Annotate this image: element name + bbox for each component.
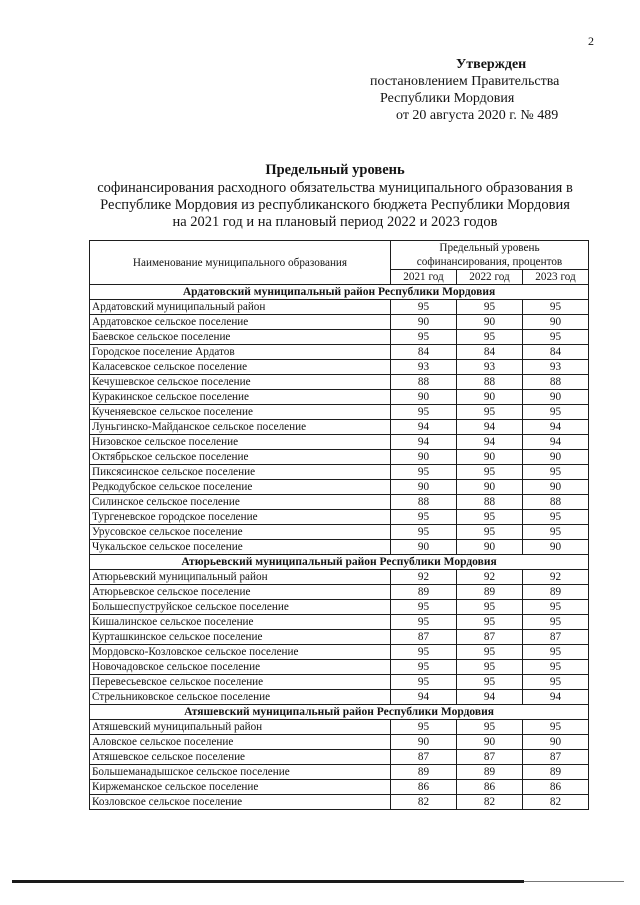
municipality-name: Атюрьевское сельское поселение: [90, 585, 391, 600]
municipality-name: Большеспуструйское сельское поселение: [90, 600, 391, 615]
level-2023: 95: [523, 300, 589, 315]
level-2022: 93: [457, 360, 523, 375]
table-row: [90, 435, 589, 450]
level-2022: 90: [457, 450, 523, 465]
level-2021: 90: [391, 450, 457, 465]
municipality-name: Атюрьевский муниципальный район: [90, 570, 391, 585]
level-2022: 89: [457, 585, 523, 600]
level-2022: 90: [457, 735, 523, 750]
table-row: [90, 585, 589, 600]
table-row: [90, 360, 589, 375]
level-2021: 86: [391, 780, 457, 795]
table-row: [90, 480, 589, 495]
level-2022: 95: [457, 660, 523, 675]
table-row: [90, 660, 589, 675]
table-row: [90, 300, 589, 315]
header-name: Наименование муниципального образования: [90, 241, 391, 285]
municipality-name: Атяшевское сельское поселение: [90, 750, 391, 765]
district-name: Атяшевский муниципальный район Республики Мордовия: [90, 705, 589, 720]
level-2022: 95: [457, 330, 523, 345]
table-row: [90, 315, 589, 330]
level-2023: 88: [523, 495, 589, 510]
municipality-name: Кишалинское сельское поселение: [90, 615, 391, 630]
scan-edge-line: [524, 881, 624, 882]
level-2023: 94: [523, 420, 589, 435]
district-header-row: [90, 555, 589, 570]
header-year-2022: 2022 год: [457, 270, 523, 285]
table-row: [90, 600, 589, 615]
level-2021: 89: [391, 585, 457, 600]
title-main: Предельный уровень: [265, 162, 405, 178]
level-2023: 95: [523, 615, 589, 630]
district-header-row: [90, 705, 589, 720]
district-header-row: [90, 285, 589, 300]
approval-heading: Утвержден: [456, 57, 527, 72]
table-row: [90, 570, 589, 585]
document-title: [70, 162, 600, 231]
page-number: 2: [588, 34, 594, 48]
approval-line-3: от 20 августа 2020 г. № 489: [396, 108, 559, 123]
level-2022: 90: [457, 480, 523, 495]
municipality-name: Кечушевское сельское поселение: [90, 375, 391, 390]
level-2023: 94: [523, 690, 589, 705]
level-2023: 95: [523, 525, 589, 540]
level-2023: 95: [523, 405, 589, 420]
table-row: [90, 540, 589, 555]
municipality-name: Новочадовское сельское поселение: [90, 660, 391, 675]
table-row: [90, 525, 589, 540]
table-row: [90, 750, 589, 765]
level-2023: 90: [523, 450, 589, 465]
municipality-name: Атяшевский муниципальный район: [90, 720, 391, 735]
cofinancing-table: [89, 240, 589, 810]
level-2021: 95: [391, 330, 457, 345]
level-2021: 87: [391, 750, 457, 765]
table-row: [90, 450, 589, 465]
level-2022: 87: [457, 750, 523, 765]
level-2023: 82: [523, 795, 589, 810]
level-2021: 84: [391, 345, 457, 360]
level-2023: 94: [523, 435, 589, 450]
municipality-name: Мордовско-Козловское сельское поселение: [90, 645, 391, 660]
level-2023: 90: [523, 315, 589, 330]
table-row: [90, 405, 589, 420]
level-2021: 95: [391, 675, 457, 690]
level-2022: 95: [457, 510, 523, 525]
level-2023: 95: [523, 465, 589, 480]
level-2021: 95: [391, 465, 457, 480]
level-2021: 90: [391, 390, 457, 405]
level-2021: 90: [391, 735, 457, 750]
municipality-name: Низовское сельское поселение: [90, 435, 391, 450]
level-2023: 88: [523, 375, 589, 390]
level-2021: 93: [391, 360, 457, 375]
level-2022: 86: [457, 780, 523, 795]
level-2021: 90: [391, 480, 457, 495]
level-2023: 95: [523, 600, 589, 615]
approval-line-1: постановлением Правительства: [370, 74, 560, 89]
level-2022: 95: [457, 645, 523, 660]
table-row: [90, 735, 589, 750]
level-2022: 94: [457, 435, 523, 450]
approval-block: [340, 56, 600, 124]
level-2022: 95: [457, 525, 523, 540]
level-2023: 95: [523, 510, 589, 525]
table-row: [90, 345, 589, 360]
municipality-name: Куракинское сельское поселение: [90, 390, 391, 405]
level-2022: 89: [457, 765, 523, 780]
table-body: [90, 285, 589, 810]
municipality-name: Перевесьевское сельское поселение: [90, 675, 391, 690]
level-2023: 87: [523, 630, 589, 645]
table-row: [90, 510, 589, 525]
municipality-name: Каласевское сельское поселение: [90, 360, 391, 375]
level-2021: 94: [391, 420, 457, 435]
title-line-3: на 2021 год и на плановый период 2022 и 2023 годов: [172, 214, 498, 230]
table-row: [90, 645, 589, 660]
table-row: [90, 690, 589, 705]
level-2021: 95: [391, 645, 457, 660]
municipality-name: Пиксясинское сельское поселение: [90, 465, 391, 480]
level-2023: 90: [523, 480, 589, 495]
municipality-name: Кученяевское сельское поселение: [90, 405, 391, 420]
level-2022: 94: [457, 420, 523, 435]
level-2022: 95: [457, 405, 523, 420]
table-header-row: [90, 241, 589, 270]
level-2021: 89: [391, 765, 457, 780]
level-2022: 95: [457, 600, 523, 615]
level-2023: 95: [523, 645, 589, 660]
level-2021: 94: [391, 690, 457, 705]
level-2021: 88: [391, 375, 457, 390]
level-2022: 90: [457, 315, 523, 330]
header-year-2023: 2023 год: [523, 270, 589, 285]
level-2022: 95: [457, 465, 523, 480]
table-row: [90, 765, 589, 780]
level-2022: 82: [457, 795, 523, 810]
municipality-name: Редкодубское сельское поселение: [90, 480, 391, 495]
municipality-name: Городское поселение Ардатов: [90, 345, 391, 360]
level-2022: 95: [457, 300, 523, 315]
level-2022: 90: [457, 540, 523, 555]
municipality-name: Тургеневское городское поселение: [90, 510, 391, 525]
level-2021: 95: [391, 510, 457, 525]
table-row: [90, 720, 589, 735]
level-2021: 82: [391, 795, 457, 810]
municipality-name: Чукальское сельское поселение: [90, 540, 391, 555]
level-2023: 87: [523, 750, 589, 765]
level-2022: 95: [457, 615, 523, 630]
level-2021: 95: [391, 600, 457, 615]
level-2022: 94: [457, 690, 523, 705]
level-2021: 87: [391, 630, 457, 645]
municipality-name: Баевское сельское поселение: [90, 330, 391, 345]
municipality-name: Курташкинское сельское поселение: [90, 630, 391, 645]
level-2021: 88: [391, 495, 457, 510]
table-row: [90, 495, 589, 510]
level-2021: 95: [391, 300, 457, 315]
level-2021: 95: [391, 525, 457, 540]
table-row: [90, 615, 589, 630]
municipality-name: Ардатовский муниципальный район: [90, 300, 391, 315]
municipality-name: Октябрьское сельское поселение: [90, 450, 391, 465]
municipality-name: Луньгинско-Майданское сельское поселение: [90, 420, 391, 435]
level-2022: 88: [457, 375, 523, 390]
municipality-name: Урусовское сельское поселение: [90, 525, 391, 540]
level-2023: 92: [523, 570, 589, 585]
level-2022: 88: [457, 495, 523, 510]
municipality-name: Козловское сельское поселение: [90, 795, 391, 810]
level-2022: 90: [457, 390, 523, 405]
table-row: [90, 465, 589, 480]
approval-line-2: Республики Мордовия: [380, 91, 515, 106]
municipality-name: Большеманадышское сельское поселение: [90, 765, 391, 780]
level-2023: 93: [523, 360, 589, 375]
table-row: [90, 330, 589, 345]
level-2022: 95: [457, 675, 523, 690]
table-row: [90, 390, 589, 405]
level-2021: 94: [391, 435, 457, 450]
level-2021: 95: [391, 615, 457, 630]
district-name: Ардатовский муниципальный район Республики Мордовия: [90, 285, 589, 300]
level-2021: 95: [391, 720, 457, 735]
table-row: [90, 675, 589, 690]
level-2023: 95: [523, 330, 589, 345]
municipality-name: Киржеманское сельское поселение: [90, 780, 391, 795]
level-2023: 90: [523, 735, 589, 750]
level-2023: 90: [523, 540, 589, 555]
level-2021: 90: [391, 315, 457, 330]
district-name: Атюрьевский муниципальный район Республики Мордовия: [90, 555, 589, 570]
level-2023: 95: [523, 720, 589, 735]
header-year-2021: 2021 год: [391, 270, 457, 285]
table-row: [90, 780, 589, 795]
municipality-name: Аловское сельское поселение: [90, 735, 391, 750]
level-2023: 89: [523, 585, 589, 600]
level-2022: 87: [457, 630, 523, 645]
title-line-1: софинансирования расходного обязательства муниципального образования в: [97, 180, 573, 196]
level-2021: 95: [391, 405, 457, 420]
level-2021: 90: [391, 540, 457, 555]
title-line-2: Республике Мордовия из республиканского бюджета Республики Мордовия: [100, 197, 570, 213]
municipality-name: Ардатовское сельское поселение: [90, 315, 391, 330]
scan-edge-bar: [12, 880, 524, 883]
level-2023: 84: [523, 345, 589, 360]
level-2021: 95: [391, 660, 457, 675]
municipality-name: Силинское сельское поселение: [90, 495, 391, 510]
level-2023: 90: [523, 390, 589, 405]
table-row: [90, 630, 589, 645]
table-row: [90, 375, 589, 390]
municipality-name: Стрельниковское сельское поселение: [90, 690, 391, 705]
level-2023: 89: [523, 765, 589, 780]
level-2023: 95: [523, 660, 589, 675]
level-2023: 95: [523, 675, 589, 690]
header-group: Предельный уровень софинансирования, процентов: [391, 241, 589, 270]
level-2022: 95: [457, 720, 523, 735]
table-row: [90, 795, 589, 810]
level-2021: 92: [391, 570, 457, 585]
level-2022: 84: [457, 345, 523, 360]
level-2023: 86: [523, 780, 589, 795]
table-row: [90, 420, 589, 435]
level-2022: 92: [457, 570, 523, 585]
